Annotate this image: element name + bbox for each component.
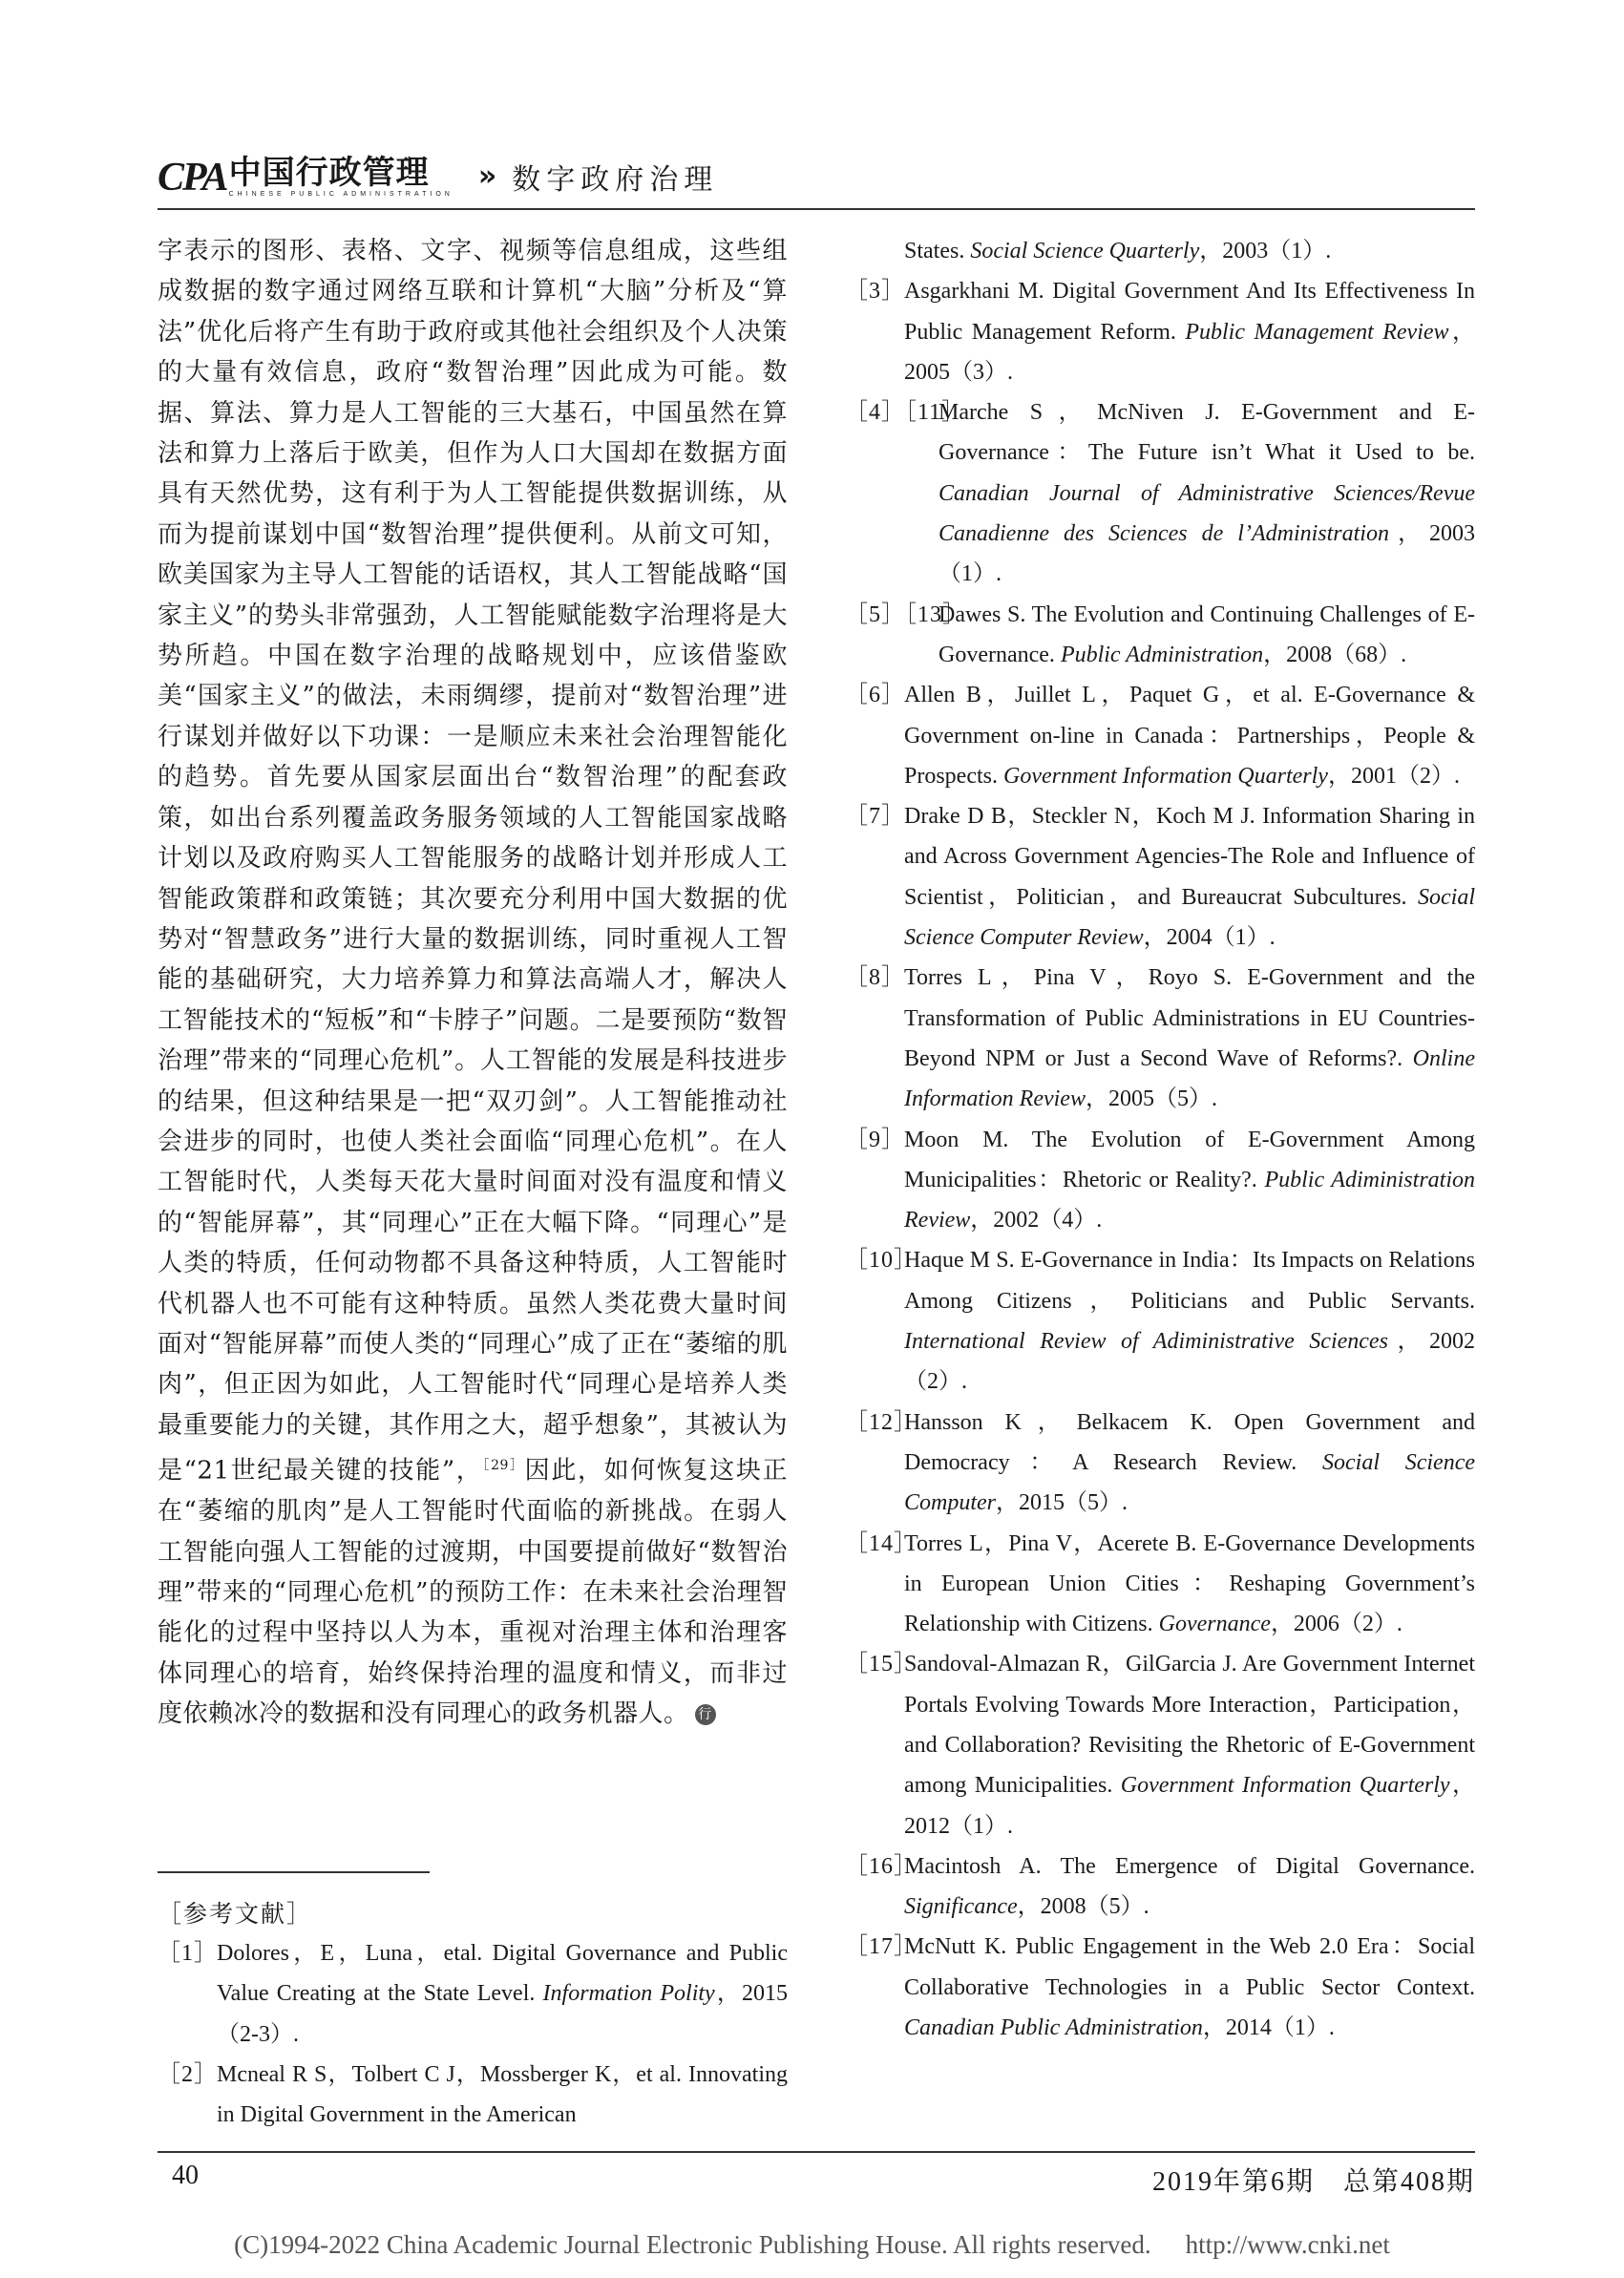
reference-item-12 (845, 1403, 1475, 1524)
reference-text: Asgarkhani M. Digital Government And Its Effectiveness In Public Management Reform. (904, 279, 1475, 345)
header-divider (158, 208, 1475, 210)
cnki-url-link[interactable]: http://www.cnki.net (1185, 2230, 1390, 2259)
reference-item-10 (845, 1240, 1475, 1402)
body-text-part-2: 因此，如何恢复这块正在“萎缩的肌肉”是人工智能时代面临的新挑战。在弱人工智能向强人工智能的过渡期，中国要提前做好“数智治理”带来的“同理心危机”的预防工作：在未来社会治理智能化的过程中坚持以人为本，重视对治理主体和治理客体同理心的培育，始终保持治理的温度和情义，而非过度依赖冰冷的数据和没有同理心的政务机器人。 (158, 1456, 788, 1729)
reference-item-1 (158, 1933, 788, 2055)
reference-issue: ，2003（1）. (1199, 239, 1332, 264)
reference-issue: ，2004（1）. (1143, 925, 1276, 951)
reference-issue: ，2008（68）. (1263, 642, 1407, 667)
reference-number: ［9］ (845, 1127, 905, 1152)
reference-text: Hansson K，Belkacem K. Open Government and Democracy：A Research Review. (904, 1409, 1475, 1475)
reference-journal: Government Information Quarterly (1120, 1773, 1450, 1799)
reference-issue: ，2005（5）. (1085, 1086, 1217, 1112)
reference-issue: ，2015（5）. (996, 1490, 1128, 1516)
reference-text: Mcneal R S，Tolbert C J，Mossberger K，et al. Innovating in Digital Government in the American (217, 2061, 788, 2128)
page-number: 40 (172, 2161, 199, 2190)
reference-number: ［7］ (845, 804, 905, 830)
reference-text: Torres L，Pina V，Acerete B. E-Governance Developments in European Union Cities：Reshaping Government’s Relationship with Citizens. (904, 1530, 1475, 1637)
references-left (158, 1933, 788, 2135)
section-title: 数字政府治理 (512, 163, 719, 197)
reference-text: Drake D B，Steckler N，Koch M J. Information Sharing in and Across Government Agencies-The Role and Influence of Scientist，Politician，and Bureaucrat Subcultures. (904, 804, 1475, 910)
reference-text: Macintosh A. The Emergence of Digital Governance. (904, 1853, 1475, 1879)
reference-number: ［17］ (845, 1934, 917, 1960)
reference-issue: ，2005（3）. (904, 319, 1475, 385)
reference-item-2-continued (845, 231, 1475, 271)
reference-item-17 (845, 1927, 1475, 2048)
reference-journal: Information Polity (542, 1981, 715, 2007)
reference-journal: International Review of Adiministrative Sciences (904, 1329, 1388, 1355)
reference-number: ［10］ (845, 1248, 917, 1274)
reference-item-5 (845, 595, 1475, 676)
reference-item-2 (158, 2055, 788, 2136)
reference-issue: ，2008（5）. (1017, 1894, 1149, 1920)
reference-text: Sandoval-Almazan R，GilGarcia J. Are Government Internet Portals Evolving Towards More Interaction，Participation，and Collaboration? Revisiting the Rhetoric of E-Government among Municipalities. (904, 1652, 1475, 1799)
reference-number: ［8］ (845, 965, 905, 991)
reference-item-3 (845, 271, 1475, 392)
reference-number: ［14］ (845, 1530, 917, 1556)
reference-item-16 (845, 1846, 1475, 1928)
reference-item-6 (845, 675, 1475, 796)
left-column (158, 231, 788, 1735)
reference-issue: ，2001（2）. (1327, 763, 1460, 789)
reference-journal: Canadian Journal of Administrative Sciences/Revue Canadienne des Sciences de l’Administration (939, 480, 1475, 547)
reference-journal: Governance (1158, 1612, 1271, 1637)
reference-journal: Government Information Quarterly (1003, 763, 1328, 789)
reference-journal: Significance (904, 1894, 1018, 1920)
reference-text: Allen B，Juillet L，Paquet G，et al. E-Governance & Government on-line in Canada：Partnerships，People & Prospects. (904, 683, 1475, 789)
reference-number: ［3］ (845, 279, 905, 305)
reference-journal: Public Adiministration Review (904, 1167, 1475, 1234)
reference-item-14 (845, 1524, 1475, 1645)
body-text-part-1: 字表示的图形、表格、文字、视频等信息组成，这些组成数据的数字通过网络互联和计算机“大脑”分析及“算法”优化后将产生有助于政府或其他社会组织及个人决策的大量有效信息，政府“数智治理”因此成为可能。数据、算法、算力是人工智能的三大基石，中国虽然在算法和算力上落后于欧美，但作为人口大国却在数据方面具有天然优势，这有利于为人工智能提供数据训练，从而为提前谋划中国“数智治理”提供便利。从前文可知，欧美国家为主导人工智能的话语权，其人工智能战略“国家主义”的势头非常强劲，人工智能赋能数字治理将是大势所趋。中国在数字治理的战略规划中，应该借鉴欧美“国家主义”的做法，未雨绸缪，提前对“数智治理”进行谋划并做好以下功课：一是顺应未来社会治理智能化的趋势。首先要从国家层面出台“数智治理”的配套政策，如出台系列覆盖政务服务领域的人工智能国家战略计划以及政府购买人工智能服务的战略计划并形成人工智能政策群和政策链；其次要充分利用中国大数据的优势对“智慧政务”进行大量的数据训练，同时重视人工智能的基础研究，大力培养算力和算法高端人才，解决人工智能技术的“短板”和“卡脖子”问题。二是要预防“数智治理”带来的“同理心危机”。人工智能的发展是科技进步的结果，但这种结果是一把“双刃剑”。人工智能推动社会进步的同时，也使人类社会面临“同理心危机”。在人工智能时代，人类每天花大量时间面对没有温度和情义的“智能屏幕”，其“同理心”正在大幅下降。“同理心”是人类的特质，任何动物都不具备这种特质，人工智能时代机器人也不可能有这种特质。虽然人类花费大量时间面对“智能屏幕”而使人类的“同理心”成了正在“萎缩的肌肉”，但正因为如此，人工智能时代“同理心是培养人类最重要能力的关键，其作用之大，超乎想象”，其被认为是“21世纪最关键的技能”， (158, 237, 788, 1486)
reference-item-7 (845, 796, 1475, 958)
citation-link[interactable]: ［29］ (482, 1458, 525, 1474)
reference-issue: ，2012（1）. (904, 1773, 1475, 1839)
reference-text: States. (904, 239, 971, 264)
reference-issue: ，2015（2-3）. (217, 1981, 789, 2047)
reference-text: Torres L，Pina V，Royo S. E-Government and the Transformation of Public Administrations in EU Countries-Beyond NPM or Just a Second Wave of Reforms?. (904, 965, 1475, 1071)
footer-divider (158, 2151, 1475, 2153)
reference-issue: ，2006（2）. (1270, 1612, 1403, 1637)
reference-journal: Social Science Computer Review (904, 884, 1475, 951)
logo-english-title: CHINESE PUBLIC ADMINISTRATION (228, 190, 453, 198)
reference-text: Dolores，E，Luna，etal. Digital Governance and Public Value Creating at the State Level. (217, 1941, 788, 2007)
right-column (845, 231, 1475, 2048)
reference-number: ［4］［11］ (845, 400, 966, 426)
reference-text: Haque M S. E-Governance in India：Its Impacts on Relations Among Citizens，Politicians and Public Servants. (904, 1248, 1475, 1314)
reference-text: McNutt K. Public Engagement in the Web 2.0 Era：Social Collaborative Technologies in a Public Sector Context. (904, 1934, 1475, 2000)
reference-number: ［16］ (845, 1853, 917, 1879)
reference-number: ［15］ (845, 1652, 917, 1677)
reference-journal: Public Administration (1060, 642, 1264, 667)
body-paragraph (158, 231, 788, 1735)
reference-journal: Social Science Quarterly (970, 239, 1200, 264)
double-chevron-icon: » (477, 159, 497, 193)
reference-journal: Public Management Review (1185, 319, 1449, 345)
reference-number: ［2］ (158, 2061, 218, 2087)
reference-text: Dawes S. The Evolution and Continuing Challenges of E-Governance. (939, 601, 1475, 667)
reference-item-15 (845, 1644, 1475, 1846)
reference-number: ［5］［13］ (845, 601, 966, 627)
footnote-divider (158, 1871, 430, 1873)
logo-chinese-title: 中国行政管理 (228, 153, 430, 192)
journal-logo (158, 153, 453, 200)
reference-issue: ，2002（4）. (970, 1208, 1103, 1234)
reference-item-9 (845, 1120, 1475, 1241)
reference-issue: ，2014（1）. (1202, 2015, 1335, 2041)
issue-info: 2019年第6期 总第408期 (1151, 2167, 1475, 2197)
reference-text: Marche S，McNiven J. E-Government and E-Governance：The Future isn’t What it Used to be. (939, 400, 1475, 466)
reference-item-4 (845, 392, 1475, 594)
copyright-text: (C)1994-2022 China Academic Journal Electronic Publishing House. All rights reserved. (234, 2230, 1151, 2259)
reference-number: ［12］ (845, 1409, 917, 1435)
reference-number: ［6］ (845, 683, 905, 708)
journal-header (158, 153, 718, 200)
reference-issue: ，2002（2）. (904, 1329, 1475, 1395)
references-heading: ［参考文献］ (158, 1900, 313, 1928)
logo-latin-text: CPA (158, 155, 227, 200)
reference-text: Moon M. The Evolution of E-Government Among Municipalities：Rhetoric or Reality?. (904, 1127, 1475, 1192)
reference-journal: Online Information Review (904, 1045, 1475, 1112)
reference-issue: ，2003（1）. (939, 521, 1475, 587)
reference-journal: Social Science Computer (904, 1449, 1476, 1516)
copyright-line (0, 2230, 1624, 2260)
reference-item-8 (845, 958, 1475, 1119)
article-end-icon: 行 (695, 1704, 716, 1725)
reference-journal: Canadian Public Administration (904, 2015, 1203, 2041)
reference-number: ［1］ (158, 1941, 218, 1966)
